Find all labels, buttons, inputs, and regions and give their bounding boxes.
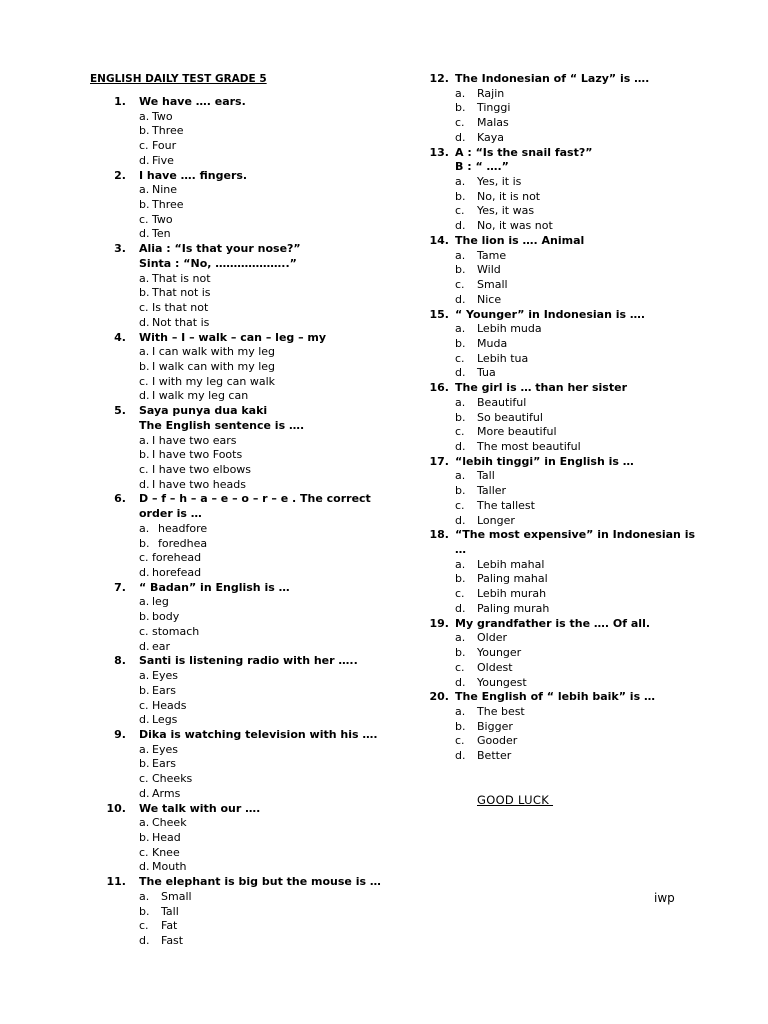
question-text: “lebih tinggi” in English is …	[455, 454, 634, 468]
option-text: Small	[477, 278, 508, 292]
option-letter: c.	[139, 845, 149, 859]
option-text: Kaya	[477, 130, 505, 144]
option-letter: c.	[139, 212, 149, 226]
option-letter: b.	[455, 572, 466, 586]
option-letter: a.	[455, 175, 466, 189]
option-letter: b.	[139, 198, 150, 212]
option-letter: c.	[139, 551, 149, 565]
option-text: Small	[161, 889, 192, 903]
option-text: Cheeks	[152, 772, 193, 786]
option-letter: d.	[455, 675, 466, 689]
option-letter: d.	[139, 227, 150, 241]
option-letter: d.	[455, 749, 466, 763]
option-letter: d.	[455, 219, 466, 233]
question-text: A : “Is the snail fast?”	[455, 145, 593, 159]
option-text: Three	[152, 198, 184, 212]
option-text: Younger	[477, 646, 522, 660]
option-text: forehead	[152, 551, 202, 565]
question-text: The lion is …. Animal	[455, 233, 585, 247]
option-text: I have two heads	[152, 477, 246, 491]
question-text: The girl is … than her sister	[455, 381, 627, 395]
question-number: 6.	[114, 492, 126, 506]
option-text: Ears	[152, 757, 176, 771]
good-luck-text: GOOD LUCK	[477, 793, 554, 807]
question-text: B : “ ….”	[455, 160, 509, 174]
question-number: 7.	[114, 580, 126, 594]
question-number: 16.	[429, 381, 449, 395]
question-number: 19.	[429, 616, 449, 630]
option-text: I have two ears	[152, 433, 237, 447]
option-letter: d.	[139, 477, 150, 491]
question-number: 8.	[114, 654, 126, 668]
option-text: Bigger	[477, 719, 513, 733]
option-letter: a.	[139, 669, 150, 683]
test-title: ENGLISH DAILY TEST GRADE 5	[90, 73, 267, 85]
question-text: The English sentence is ….	[139, 418, 305, 432]
option-text: Youngest	[477, 675, 527, 689]
option-text: Ten	[152, 227, 171, 241]
option-text: ear	[152, 639, 171, 653]
option-letter: b.	[139, 448, 150, 462]
option-text: Taller	[477, 484, 507, 498]
option-letter: c.	[455, 587, 465, 601]
question-number: 2.	[114, 168, 126, 182]
question-text: The elephant is big but the mouse is …	[139, 875, 381, 889]
option-text: Older	[477, 631, 507, 645]
question-text: Saya punya dua kaki	[139, 404, 268, 418]
option-letter: b.	[139, 359, 150, 373]
option-text: I walk can with my leg	[152, 359, 276, 373]
question-number: 18.	[429, 528, 449, 542]
option-letter: a.	[139, 521, 150, 535]
option-letter: d.	[139, 566, 150, 580]
option-text: That not is	[152, 286, 211, 300]
option-letter: a.	[455, 704, 466, 718]
option-letter: c.	[139, 919, 149, 933]
option-letter: b.	[139, 286, 150, 300]
option-text: Muda	[477, 336, 508, 350]
option-text: Lebih mahal	[477, 557, 545, 571]
option-text: Eyes	[152, 669, 178, 683]
question-text: The English of “ lebih baik” is …	[455, 690, 655, 704]
option-text: body	[152, 610, 180, 624]
option-letter: d.	[139, 934, 150, 948]
option-letter: c.	[455, 351, 465, 365]
question-text: My grandfather is the …. Of all.	[455, 616, 651, 630]
option-text: Paling murah	[477, 601, 550, 615]
option-text: Two	[152, 109, 173, 123]
option-text: I can walk with my leg	[152, 345, 276, 359]
option-text: That is not	[152, 271, 211, 285]
option-text: foredhea	[158, 536, 208, 550]
option-text: Cheek	[152, 816, 187, 830]
option-text: Nice	[477, 292, 502, 306]
option-letter: c.	[139, 462, 149, 476]
option-letter: b.	[139, 536, 150, 550]
question-text: Sinta : “No, ………………..”	[139, 256, 297, 270]
option-text: The best	[477, 704, 525, 718]
option-text: Longer	[477, 513, 515, 527]
option-text: stomach	[152, 624, 200, 638]
option-letter: b.	[455, 189, 466, 203]
option-letter: a.	[455, 631, 466, 645]
option-letter: a.	[455, 469, 466, 483]
option-letter: c.	[455, 425, 465, 439]
option-letter: b.	[139, 610, 150, 624]
option-text: Tall	[161, 904, 179, 918]
option-letter: d.	[139, 860, 150, 874]
option-text: Knee	[152, 845, 180, 859]
option-letter: c.	[455, 660, 465, 674]
option-text: Heads	[152, 698, 187, 712]
option-letter: b.	[455, 263, 466, 277]
option-letter: c.	[139, 301, 149, 315]
option-letter: c.	[139, 624, 149, 638]
option-letter: d.	[139, 153, 150, 167]
question-number: 9.	[114, 727, 126, 741]
question-text: With – I – walk – can – leg – my	[139, 330, 327, 344]
author-initials: iwp	[654, 891, 675, 905]
question-text: D – f – h – a – e – o – r – e . The correct	[139, 492, 371, 506]
option-text: Mouth	[152, 860, 187, 874]
option-text: Lebih tua	[477, 351, 529, 365]
option-text: Oldest	[477, 660, 513, 674]
option-text: Tame	[477, 248, 507, 262]
option-text: Two	[152, 212, 173, 226]
option-text: Not that is	[152, 315, 210, 329]
question-number: 1.	[114, 95, 126, 108]
option-text: Four	[152, 139, 177, 153]
question-number: 5.	[114, 404, 126, 418]
option-text: Fast	[161, 934, 184, 948]
option-letter: a.	[139, 595, 150, 609]
option-letter: c.	[455, 734, 465, 748]
option-text: Five	[152, 153, 174, 167]
question-text: The Indonesian of “ Lazy” is ….	[455, 72, 650, 85]
option-text: Better	[477, 749, 512, 763]
option-text: Eyes	[152, 742, 178, 756]
option-letter: c.	[455, 278, 465, 292]
option-text: I have two Foots	[152, 448, 243, 462]
question-text: We talk with our ….	[139, 801, 261, 815]
option-letter: b.	[139, 830, 150, 844]
question-text: Dika is watching television with his ….	[139, 727, 378, 741]
option-letter: c.	[139, 374, 149, 388]
option-letter: d.	[455, 292, 466, 306]
option-text: Gooder	[477, 734, 518, 748]
question-text: I have …. fingers.	[139, 168, 248, 182]
option-letter: b.	[455, 484, 466, 498]
option-letter: d.	[139, 389, 150, 403]
option-letter: a.	[455, 322, 466, 336]
option-text: Legs	[152, 713, 178, 727]
question-number: 20.	[429, 690, 449, 704]
option-text: More beautiful	[477, 425, 557, 439]
option-letter: a.	[139, 183, 150, 197]
question-number: 15.	[429, 307, 449, 321]
option-letter: c.	[139, 772, 149, 786]
option-letter: b.	[139, 757, 150, 771]
option-letter: d.	[455, 366, 466, 380]
option-text: The tallest	[477, 498, 535, 512]
option-letter: a.	[455, 395, 466, 409]
option-text: Head	[152, 830, 181, 844]
question-number: 14.	[429, 233, 449, 247]
option-text: I walk my leg can	[152, 389, 249, 403]
option-text: Beautiful	[477, 395, 527, 409]
question-text: order is …	[139, 507, 202, 521]
option-letter: b.	[455, 719, 466, 733]
option-text: Yes, it was	[477, 204, 535, 218]
option-text: No, it is not	[477, 189, 541, 203]
question-number: 13.	[429, 145, 449, 159]
option-letter: a.	[139, 345, 150, 359]
question-text: We have …. ears.	[139, 95, 246, 108]
option-letter: b.	[455, 336, 466, 350]
option-letter: a.	[139, 742, 150, 756]
option-letter: a.	[139, 889, 150, 903]
option-letter: d.	[455, 130, 466, 144]
option-letter: d.	[455, 439, 466, 453]
question-text: “The most expensive” in Indonesian is	[455, 528, 696, 542]
option-letter: a.	[139, 271, 150, 285]
option-letter: c.	[139, 139, 149, 153]
option-letter: d.	[139, 713, 150, 727]
option-text: Tua	[477, 366, 496, 380]
question-text: “ Younger” in Indonesian is ….	[455, 307, 646, 321]
option-text: Arms	[152, 786, 181, 800]
option-text: I have two elbows	[152, 462, 252, 476]
option-text: Three	[152, 124, 184, 138]
option-text: Yes, it is	[477, 175, 522, 189]
question-number: 3.	[114, 242, 126, 256]
option-letter: c.	[455, 116, 465, 130]
question-number: 17.	[429, 454, 449, 468]
option-text: Tinggi	[477, 101, 511, 115]
option-text: The most beautiful	[477, 439, 581, 453]
option-text: Wild	[477, 263, 501, 277]
question-text: …	[455, 543, 466, 557]
option-letter: a.	[455, 248, 466, 262]
option-text: Malas	[477, 116, 509, 130]
option-letter: a.	[139, 433, 150, 447]
option-text: Is that not	[152, 301, 209, 315]
option-letter: c.	[455, 498, 465, 512]
option-text: So beautiful	[477, 410, 543, 424]
option-letter: b.	[455, 410, 466, 424]
question-number: 10.	[106, 801, 126, 815]
option-letter: a.	[455, 557, 466, 571]
option-text: Rajin	[477, 86, 505, 100]
option-letter: a.	[139, 109, 150, 123]
option-letter: d.	[455, 513, 466, 527]
question-number: 12.	[429, 72, 449, 85]
question-text: “ Badan” in English is …	[139, 580, 290, 594]
option-text: leg	[152, 595, 169, 609]
option-letter: b.	[455, 646, 466, 660]
option-text: No, it was not	[477, 219, 553, 233]
option-text: horefead	[152, 566, 202, 580]
option-letter: b.	[139, 683, 150, 697]
option-text: Nine	[152, 183, 178, 197]
option-letter: a.	[139, 816, 150, 830]
option-letter: b.	[139, 124, 150, 138]
option-text: Lebih murah	[477, 587, 547, 601]
option-letter: d.	[139, 639, 150, 653]
option-letter: b.	[139, 904, 150, 918]
question-number: 4.	[114, 330, 126, 344]
option-letter: c.	[455, 204, 465, 218]
option-letter: a.	[455, 86, 466, 100]
option-text: Paling mahal	[477, 572, 548, 586]
option-text: Ears	[152, 683, 176, 697]
option-letter: d.	[139, 786, 150, 800]
option-letter: d.	[139, 315, 150, 329]
option-text: I with my leg can walk	[152, 374, 276, 388]
option-text: Tall	[477, 469, 495, 483]
question-text: Santi is listening radio with her …..	[139, 654, 358, 668]
option-letter: c.	[139, 698, 149, 712]
option-text: headfore	[158, 521, 208, 535]
option-letter: d.	[455, 601, 466, 615]
option-text: Lebih muda	[477, 322, 542, 336]
question-text: Alia : “Is that your nose?”	[139, 242, 301, 256]
option-letter: b.	[455, 101, 466, 115]
option-text: Fat	[161, 919, 178, 933]
question-number: 11.	[106, 875, 126, 889]
